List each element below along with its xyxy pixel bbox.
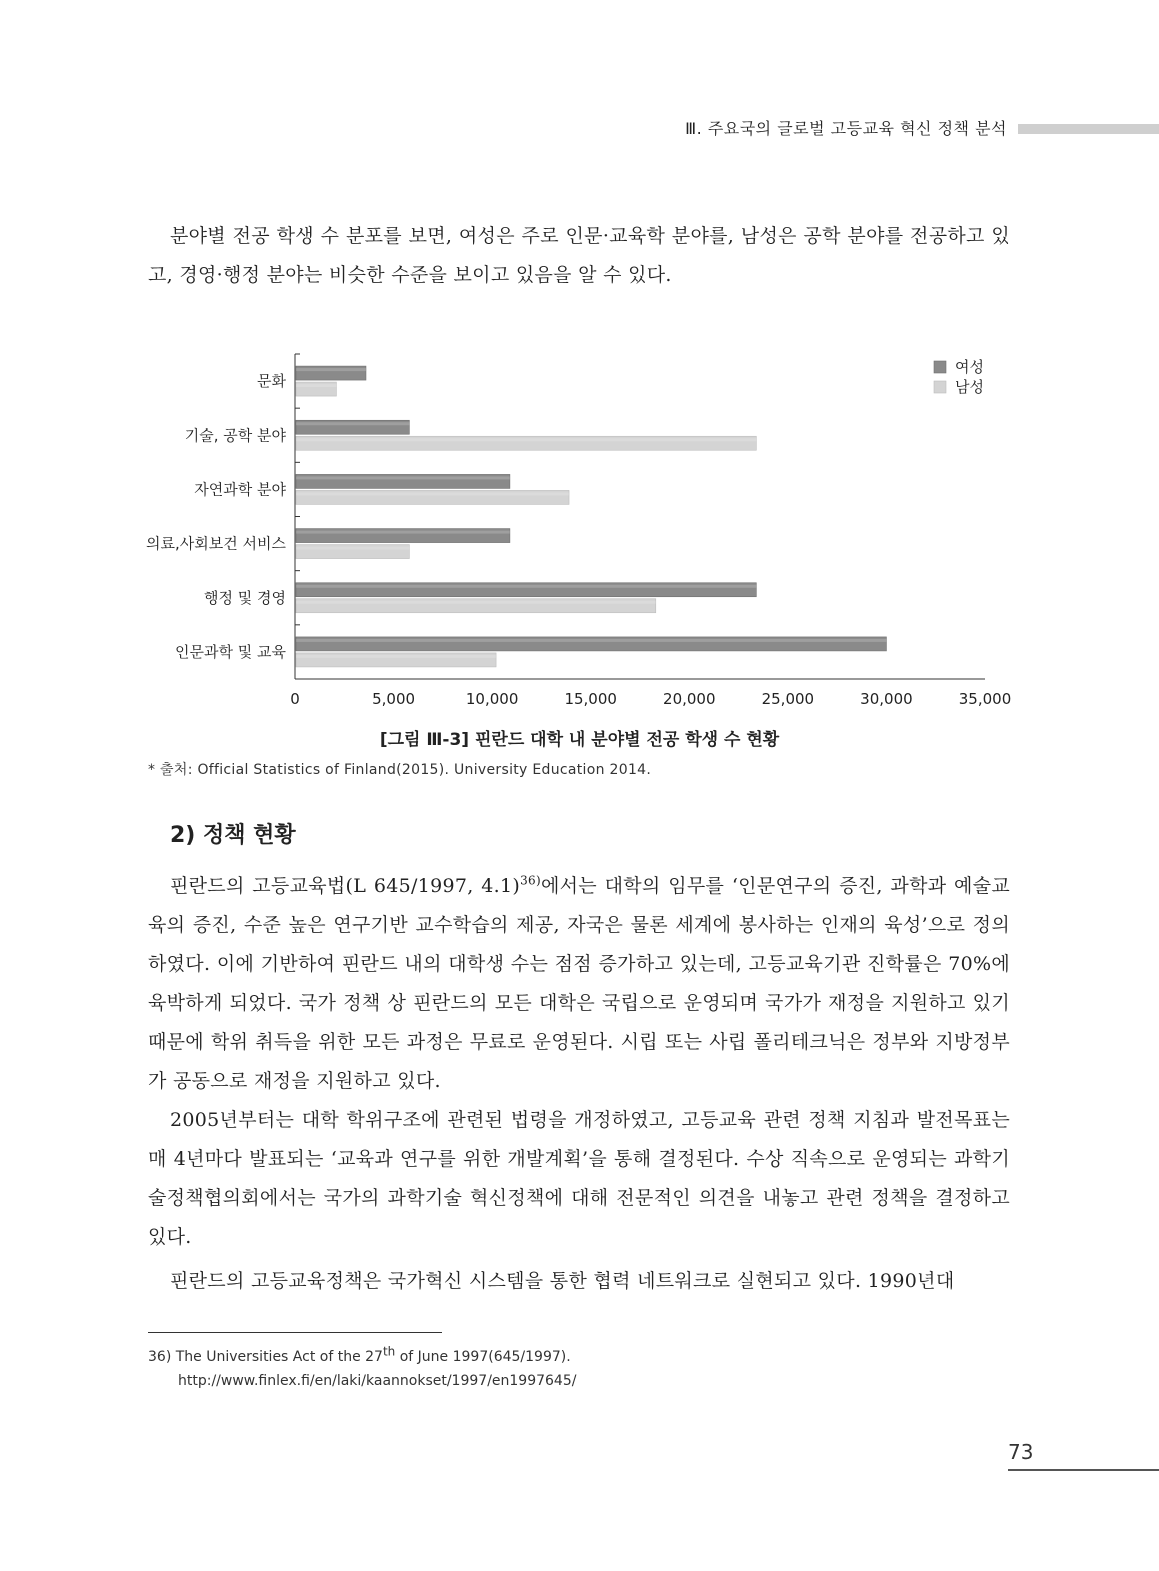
running-header <box>0 116 1159 142</box>
category-label: 문화 <box>257 372 286 391</box>
header-accent-bar <box>1018 124 1159 134</box>
bar-highlight <box>296 585 756 588</box>
body-paragraph-2: 2005년부터는 대학 학위구조에 관련된 법령을 개정하였고, 고등교육 관련 정책 지침과 발전목표는 매 4년마다 발표되는 ‘교육과 연구를 위한 개발계획’을 통해 결정된다. 수상 직속으로 운영되는 과학기술정책협의회에서는 국가의 과학기술 혁신정책에 대해 전문적인 의견을 내놓고 관련 정책을 결정하고 있다. <box>148 1109 1010 1248</box>
intro-paragraph: 분야별 전공 학생 수 분포를 보면, 여성은 주로 인문·교육학 분야를, 남성은 공학 분야를 전공하고 있고, 경영·행정 분야는 비슷한 수준을 보이고 있음을 알 수 있다. <box>148 225 1010 286</box>
bar-highlight <box>296 639 886 642</box>
bar-highlight <box>296 492 569 495</box>
bar-highlight <box>296 655 496 658</box>
x-tick-label: 25,000 <box>761 690 815 708</box>
footnote-url-link[interactable]: http://www.finlex.fi/en/laki/kaannokset/1997/en1997645/ <box>178 1373 577 1389</box>
running-header-title: Ⅲ. 주요국의 글로벌 고등교육 혁신 정책 분석 <box>685 119 1007 138</box>
figure-caption: [그림 Ⅲ-3] 핀란드 대학 내 분야별 전공 학생 수 현황 <box>379 730 780 750</box>
page-number: 73 <box>1008 1440 1034 1464</box>
footnote-divider <box>148 1332 442 1333</box>
body-paragraph-3: 핀란드의 고등교육정책은 국가혁신 시스템을 통한 협력 네트워크로 실현되고 있다. 1990년대 <box>170 1270 955 1292</box>
legend-swatch <box>934 361 946 373</box>
legend-swatch <box>934 381 946 393</box>
x-tick-label: 20,000 <box>663 690 716 708</box>
bar-highlight <box>296 422 409 425</box>
page-number-rule <box>1008 1469 1159 1471</box>
footnote-text-start: 36) The Universities Act of the 27 <box>148 1349 383 1365</box>
x-tick-label: 0 <box>290 690 300 708</box>
category-label: 의료,사회보건 서비스 <box>146 534 286 553</box>
body-paragraph-1 <box>148 867 1010 1101</box>
category-label: 행정 및 경영 <box>204 588 286 607</box>
footnote <box>148 1345 576 1393</box>
x-tick-label: 30,000 <box>860 690 913 708</box>
bar-highlight <box>296 384 336 387</box>
figure-source: * 출처: Official Statistics of Finland(2015). University Education 2014. <box>148 762 652 778</box>
bar-highlight <box>296 601 656 604</box>
footnote-text-end: of June 1997(645/1997). <box>395 1349 571 1365</box>
legend-label: 여성 <box>955 358 984 376</box>
x-tick-label: 35,000 <box>958 690 1012 708</box>
legend-label: 남성 <box>955 378 984 396</box>
body-paragraph-1-start: 핀란드의 고등교육법(L 645/1997, 4.1) <box>170 875 521 897</box>
bar-chart-svg <box>0 330 1159 730</box>
bar-highlight <box>296 368 366 371</box>
footnote-text <box>148 1344 571 1365</box>
bar-highlight <box>296 476 510 479</box>
bar-chart <box>0 330 1159 730</box>
section-title: 2) 정책 현황 <box>170 823 296 848</box>
category-label: 인문과학 및 교육 <box>175 642 286 661</box>
bar-highlight <box>296 547 409 550</box>
x-tick-label: 15,000 <box>564 690 617 708</box>
category-label: 자연과학 분야 <box>194 480 286 499</box>
category-label: 기술, 공학 분야 <box>184 426 286 445</box>
footnote-superscript: th <box>382 1344 396 1359</box>
body-paragraph-1-rest: 에서는 대학의 임무를 ‘인문연구의 증진, 과학과 예술교육의 증진, 수준 높은 연구기반 교수학습의 제공, 자국은 물론 세계에 봉사하는 인재의 육성’으로 정의하였다. 이에 기반하여 핀란드 내의 대학생 수는 점점 증가하고 있는데, 고등교육기관 진학률은 70%에 육박하게 되었다. 국가 정책 상 핀란드의 모든 대학은 국립으로 운영되며 국가가 재정을 지원하고 있기 때문에 학위 취득을 위한 모든 과정은 무료로 운영된다. 시립 또는 사립 폴리테크닉은 정부와 지방정부가 공동으로 재정을 지원하고 있다. <box>148 875 1010 1092</box>
x-tick-label: 5,000 <box>372 690 416 708</box>
bar-highlight <box>296 531 510 534</box>
bar-highlight <box>296 438 756 441</box>
x-tick-label: 10,000 <box>465 690 519 708</box>
footnote-ref[interactable]: 36) <box>520 873 541 888</box>
